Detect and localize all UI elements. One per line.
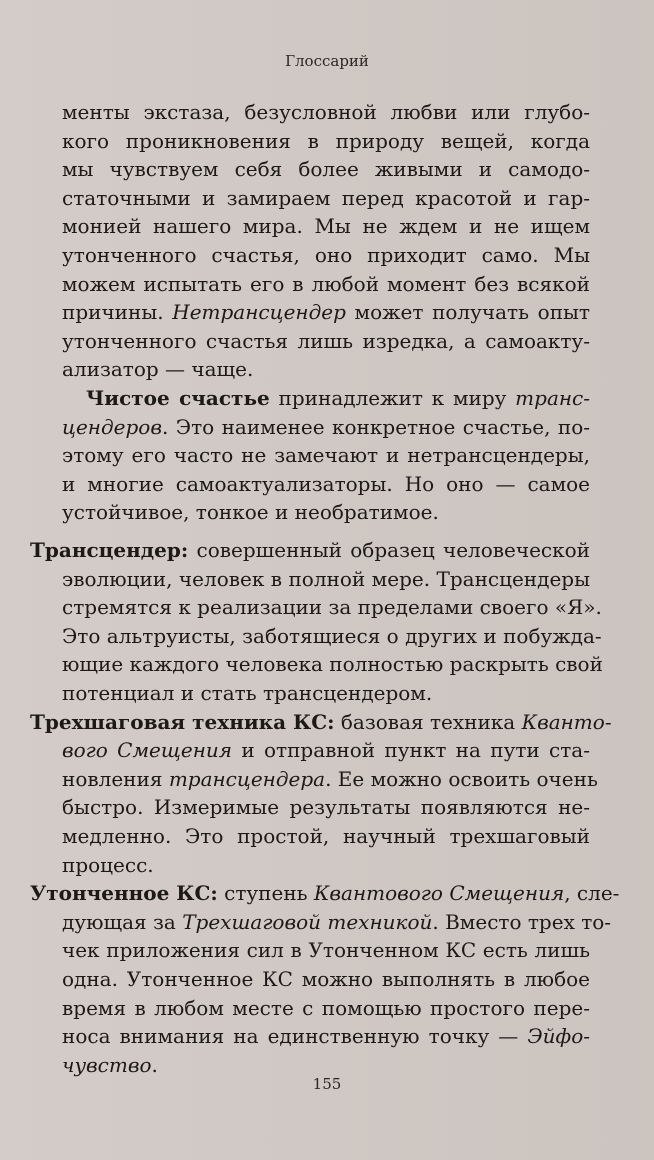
text-line: кого проникновения в природу вещей, когда xyxy=(62,128,590,153)
continuation-paragraph xyxy=(62,98,590,527)
text-line: дующая за Трехшаговой техникой. Вместо трех то- xyxy=(62,909,612,934)
text-line: носа внимания на единственную точку — Эйфо- xyxy=(62,1024,590,1049)
text-line: причины. Нетрансцендер может получать опыт xyxy=(62,300,590,325)
text-line: Это альтруисты, заботящиеся о других и побужда- xyxy=(62,623,602,648)
text-line: и многие самоактуализаторы. Но оно — самое xyxy=(62,471,590,496)
glossary-entry-refined xyxy=(30,879,620,1079)
glossary-entries xyxy=(30,536,620,1079)
glossary-term: Трехшаговая техника КС: xyxy=(30,709,335,734)
running-header: Глоссарий xyxy=(285,52,369,70)
text-line: новления трансцендера. Ее можно освоить очень xyxy=(62,766,598,791)
text-line: быстро. Измеримые результаты появляются не- xyxy=(62,795,590,820)
text-line: статочными и замираем перед красотой и гар- xyxy=(62,185,590,210)
text-line: мы чувствуем себя более живыми и самодо- xyxy=(62,157,590,182)
glossary-term: Трансцендер: xyxy=(30,538,189,562)
text-line: можем испытать его в любой момент без всякой xyxy=(62,271,590,296)
text-line: потенциал и стать трансцендером. xyxy=(62,680,433,705)
text-line: чек приложения сил в Утонченном КС есть лишь xyxy=(62,938,590,963)
glossary-entry-transcender xyxy=(30,536,603,708)
text-line: менты экстаза, безусловной любви или глубо- xyxy=(62,100,590,124)
page-number: 155 xyxy=(312,1075,342,1093)
text-line: медленно. Это простой, научный трехшаговый xyxy=(62,823,590,848)
text-line: одна. Утонченное КС можно выполнять в любое xyxy=(62,966,590,991)
term-reference: Нетрансцендер xyxy=(172,300,346,325)
text-line: Трехшаговая техника КС: базовая техника Кванто- xyxy=(30,709,612,734)
text-line: Чистое счастье принадлежит к миру транс- xyxy=(86,385,590,410)
text-line: этому его часто не замечают и нетрансцендеры, xyxy=(62,443,590,468)
text-line: стремятся к реализации за пределами своего «Я». xyxy=(62,595,602,620)
text-line: Утонченное КС: ступень Квантового Смещения, сле- xyxy=(30,881,620,906)
text-line: процесс. xyxy=(62,852,154,877)
text-line: время в любом месте с помощью простого пере- xyxy=(62,995,590,1020)
glossary-entry-three-step xyxy=(30,708,612,880)
text-line: Трансцендер: совершенный образец человеческой xyxy=(30,538,590,562)
text-line: устойчивое, тонкое и необратимое. xyxy=(62,500,439,525)
text-line: чувство. xyxy=(62,1052,158,1077)
subterm-pure-happiness: Чистое счастье xyxy=(86,385,270,410)
text-line: цендеров. Это наименее конкретное счастье, по- xyxy=(62,414,590,439)
text-line: ющие каждого человека полностью раскрыть свой xyxy=(62,652,603,677)
text-line: ализатор — чаще. xyxy=(62,357,254,382)
text-line: утонченного счастья лишь изредка, а самоакту- xyxy=(62,328,590,353)
text-line: монией нашего мира. Мы не ждем и не ищем xyxy=(62,214,590,239)
text-line: вого Смещения и отправной пункт на пути ста- xyxy=(62,738,590,763)
glossary-term: Утонченное КС: xyxy=(30,881,218,906)
text-line: утонченного счастья, оно приходит само. Мы xyxy=(62,242,590,267)
text-line: эволюции, человек в полной мере. Трансцендеры xyxy=(62,566,590,591)
